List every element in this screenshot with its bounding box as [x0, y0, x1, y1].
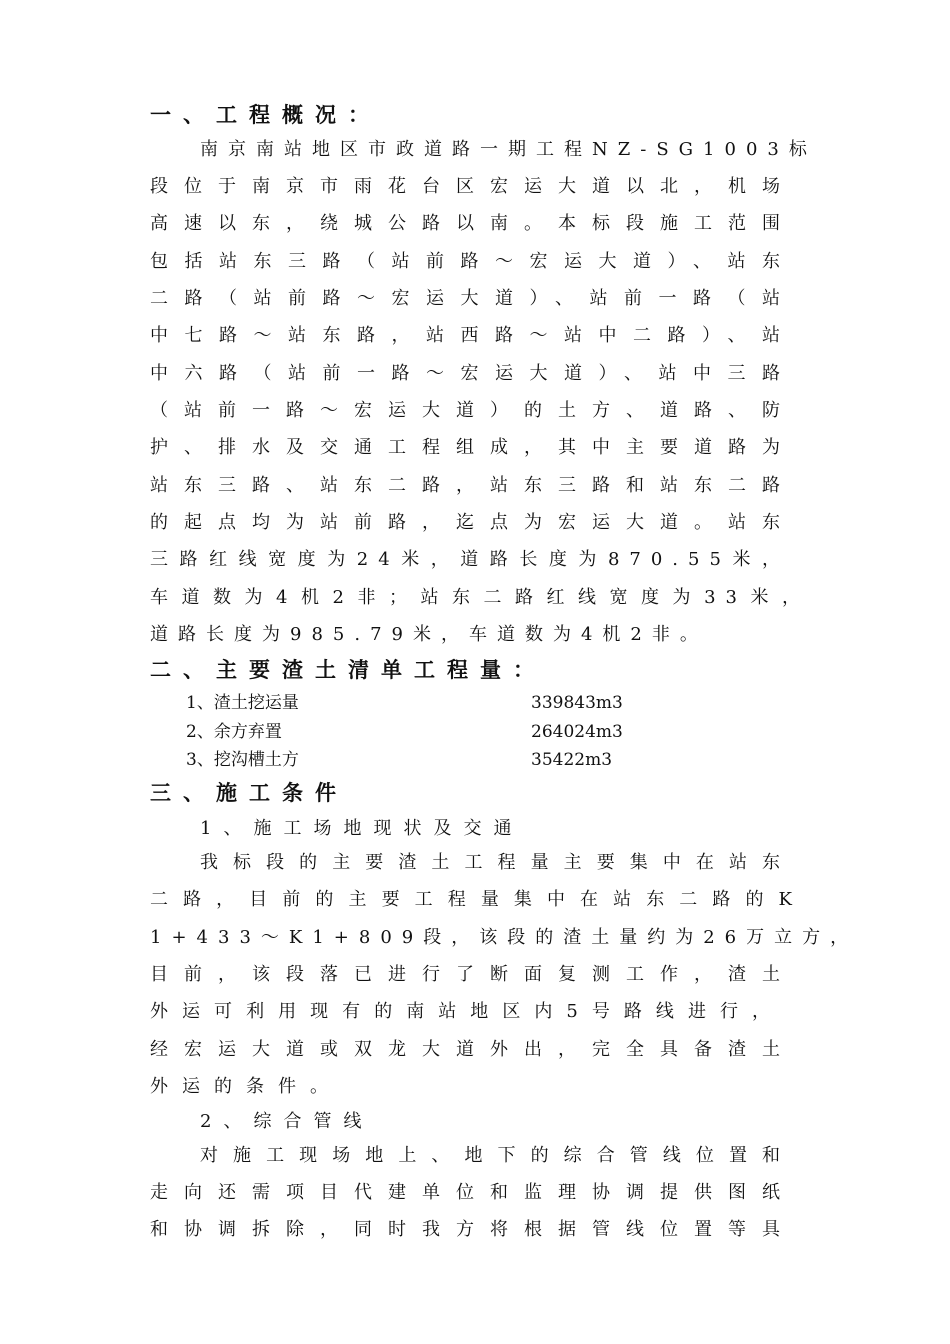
paragraph-line: 走向还需项目代建单位和监理协调提供图纸	[150, 1182, 790, 1203]
paragraph-line: 站东三路、站东二路，站东三路和站东二路	[150, 475, 790, 496]
paragraph-line: 的起点均为站前路，迄点为宏运大道。站东	[150, 512, 790, 533]
paragraph-line: 外运的条件。	[150, 1076, 342, 1097]
paragraph-line: 我标段的主要渣土工程量主要集中在站东	[200, 852, 790, 873]
paragraph-line: 外运可利用现有的南站地区内5号路线进行，	[150, 1001, 780, 1022]
quantity-item-value: 264024m3	[531, 722, 623, 742]
quantity-item-value: 35422m3	[531, 750, 613, 770]
paragraph-line: 经宏运大道或双龙大道外出，完全具备渣土	[150, 1039, 790, 1060]
section-3-heading: 三、施工条件	[150, 780, 348, 805]
quantity-item-label: 1、渣土挖运量	[186, 693, 299, 713]
quantity-item-label: 2、余方弃置	[186, 722, 282, 742]
paragraph-line: 目前，该段落已进行了断面复测工作，渣土	[150, 964, 790, 985]
paragraph-line: 二路，目前的主要工程量集中在站东二路的K	[150, 889, 802, 910]
paragraph-line: 南京南站地区市政道路一期工程NZ-SG1003标	[200, 139, 817, 160]
quantity-item-value: 339843m3	[531, 693, 623, 713]
quantity-item-label: 3、挖沟槽土方	[186, 750, 299, 770]
paragraph-line: 车道数为4机2非；站东二路红线宽度为33米，	[150, 587, 810, 608]
paragraph-line: 中七路～站东路，站西路～站中二路）、站	[150, 325, 790, 346]
paragraph-line: 三路红线宽度为24米，道路长度为870.55米，	[150, 549, 790, 570]
paragraph-line: 护、排水及交通工程组成，其中主要道路为	[150, 437, 790, 458]
paragraph-line: 二路（站前路～宏运大道）、站前一路（站	[150, 288, 790, 309]
paragraph-line: 1+433～K1+809段，该段的渣土量约为26万立方，	[150, 927, 859, 948]
paragraph-line: 段位于南京市雨花台区宏运大道以北，机场	[150, 176, 790, 197]
section-2-heading: 二、主要渣土清单工程量：	[150, 657, 546, 682]
paragraph-line: 道路长度为985.79米，车道数为4机2非。	[150, 624, 708, 645]
paragraph-line: 中六路（站前一路～宏运大道）、站中三路	[150, 363, 790, 384]
subsection-1-title: 1、施工场地现状及交通	[200, 818, 524, 839]
paragraph-line: （站前一路～宏运大道）的土方、道路、防	[150, 400, 790, 421]
paragraph-line: 和协调拆除，同时我方将根据管线位置等具	[150, 1219, 790, 1240]
subsection-2-title: 2、综合管线	[200, 1111, 374, 1132]
section-1-heading: 一、工程概况：	[150, 102, 381, 127]
paragraph-line: 包括站东三路（站前路～宏运大道）、站东	[150, 251, 790, 272]
paragraph-line: 高速以东，绕城公路以南。本标段施工范围	[150, 213, 790, 234]
paragraph-line: 对施工现场地上、地下的综合管线位置和	[200, 1145, 790, 1166]
